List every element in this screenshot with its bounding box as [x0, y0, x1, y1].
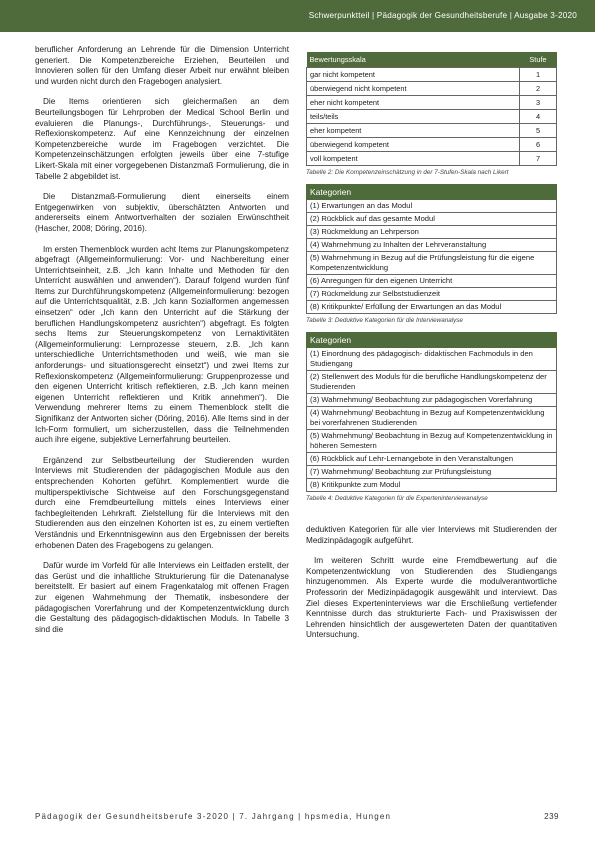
- table-row: [307, 124, 557, 138]
- paragraph: Im ersten Themenblock wurden acht Items zur Planungskompetenz abgefragt (Allgemeinformulierung: Vor- und Nachbereitung einer Unterrichtseinheit, z.B. „Ich kann Inhalte und Methoden für den Unterricht auswählen und anwenden“). Darauf folgend wurden fünf Items zur Durchführungskompetenz (Allgemeinformulierung: bezogen auf die Unterrichtsqualität, z.B. „Ich kann Sozialformen angemessen einsetzen“ oder „Ich kann den Unterricht auf die Stärkung der beruflichen Handlungskompetenz ausrichten“) abgefragt. Es folgten sechs Items zur Steuerungskompetenz von Lernaktivitäten (Allgemeinformulierung: Lernprozesse steuern, z.B. „Ich kann unterschiedliche Unterrichtsmethoden und weiß, wie man sie anforderungs- und situationsgerecht einsetzt“) und zwei Items zur Reflexionskompetenz (Allgemeinformulierung: Gruppenprozesse und den eigenen Unterricht kritisch reflektieren, z.B. „Ich kann meinen eigenen Unterricht reflektieren und Kritik annehmen“). Die Verwendung mehrerer Items zu einem Themenblock stellt die Signifikanz der Antworten sicher (Döring, 2016). Alle Items sind in der Ich-Form formuliert, um sicherzustellen, dass die Teilnehmenden auch ihre eigene, subjektive Lernerfahrung beurteilen.: [35, 244, 289, 445]
- categories-table: [306, 184, 557, 314]
- list-item: (6) Rückblick auf Lehr-Lernangebote in den Veranstaltungen: [306, 453, 557, 466]
- list-item: (1) Einordnung des pädagogisch- didaktischen Fachmoduls in den Studiengang: [306, 348, 557, 371]
- scale-value: 2: [520, 82, 557, 96]
- scale-label: eher kompetent: [307, 124, 520, 138]
- table-row: [307, 138, 557, 152]
- scale-value: 5: [520, 124, 557, 138]
- paragraph: Die Distanzmaß-Formulierung dient einerseits einem Entgegenwirken von subjektiv, überschätzten Antworten und andererseits einem Antwortverhalten der sozialen Erwünschtheit (Hascher, 2008; Döring, 2016).: [35, 192, 289, 233]
- running-title: Schwerpunktteil | Pädagogik der Gesundheitsberufe | Ausgabe 3-2020: [308, 11, 577, 20]
- paragraph: Ergänzend zur Selbstbeurteilung der Studierenden wurden Interviews mit Studierenden der pädagogischen Module aus den entsprechenden Kohorten geführt. Komplementiert wurde die multiperspektivische Sichtweise auf den Forschungsgegenstand durch eine Fremdbeurteilung mittels eines Interviews einer fachbegleitenden Lehrkraft. Zielstellung für die Interviews mit den Studierenden aus den einzelnen Kohorten ist es, zu einem vertieften Verständnis und Erkenntnisgewinn aus den Ergebnissen der bereits erhobenen Daten des Fragebogens zu gelangen.: [35, 455, 289, 550]
- categories-header: Kategorien: [306, 332, 557, 348]
- categories-header: Kategorien: [306, 184, 557, 200]
- scale-header-label: Bewertungsskala: [307, 52, 520, 68]
- list-item: (4) Wahrnehmung/ Beobachtung in Bezug auf Kompetenzentwicklung bei vorerfahrenen Studierenden: [306, 407, 557, 430]
- table-caption: Tabelle 3: Deduktive Kategorien für die Interviewanalyse: [306, 317, 463, 324]
- scale-table-header: [307, 52, 557, 68]
- table-caption: Tabelle 4: Deduktive Kategorien für die Experteninterviewanalyse: [306, 495, 488, 502]
- scale-label: teils/teils: [307, 110, 520, 124]
- table-row: [307, 68, 557, 82]
- list-item: (3) Rückmeldung an Lehrperson: [306, 226, 557, 239]
- page-footer: [35, 812, 559, 821]
- table-row: [307, 96, 557, 110]
- list-item: (8) Kritikpunkte/ Erfüllung der Erwartungen an das Modul: [306, 301, 557, 314]
- scale-header-stufe: Stufe: [520, 52, 557, 68]
- paragraph: Dafür wurde im Vorfeld für alle Interviews ein Leitfaden erstellt, der das Gerüst und die inhaltliche Strukturierung für die Datenanalyse bereitstellt. Er basiert auf einem Fragenkatalog mit offenen Fragen zur eigenen Wahrnehmung der Thematik, insbesondere der pädagogischen Vorerfahrung und der Kompetenzentwicklung durch die Gestaltung des pädagogisch-didaktischen Moduls. In Tabelle 3 sind die: [35, 561, 289, 634]
- list-item: (5) Wahrnehmung in Bezug auf die Prüfungsleistung für die eigene Kompetenzentwicklung: [306, 252, 557, 275]
- scale-label: überwiegend kompetent: [307, 138, 520, 152]
- scale-label: überwiegend nicht kompetent: [307, 82, 520, 96]
- table-caption: Tabelle 2: Die Kompetenzeinschätzung in der 7-Stufen-Skala nach Likert: [306, 169, 509, 176]
- header-bar: [0, 0, 595, 32]
- list-item: (8) Kritikpunkte zum Modul: [306, 479, 557, 492]
- left-column: [35, 45, 289, 645]
- scale-value: 7: [520, 152, 557, 166]
- scale-value: 1: [520, 68, 557, 82]
- paragraph: deduktiven Kategorien für alle vier Interviews mit Studierenden der Medizinpädagogik aufgeführt.: [306, 525, 557, 545]
- list-item: (3) Wahrnehmung/ Beobachtung zur pädagogischen Vorerfahrung: [306, 394, 557, 407]
- scale-label: voll kompetent: [307, 152, 520, 166]
- list-item: (5) Wahrnehmung/ Beobachtung in Bezug auf Kompetenzentwicklung in höheren Semestern: [306, 430, 557, 453]
- list-item: (7) Rückmeldung zur Selbststudienzeit: [306, 288, 557, 301]
- right-body-text: [306, 525, 557, 641]
- scale-value: 6: [520, 138, 557, 152]
- page-number: 239: [544, 812, 559, 821]
- expert-categories-table: [306, 332, 557, 492]
- table-row: [307, 152, 557, 166]
- paragraph: Die Items orientieren sich gleichermaßen an dem Beurteilungsbogen für Lehrproben der Medical School Berlin und evaluieren die Planungs-, Durchführungs-, Steuerungs- und Reflexionskompetenz. Auf eine Kennzeichnung der einzelnen Kompetenzbereiche wurde im Fragebogen verzichtet. Die Kompetenzeinschätzungen erfolgten jeweils über eine 7-stufige Likert-Skala mit einer vorgegebenen Distanzmaß Formulierung, die in Tabelle 2 abgebildet ist.: [35, 97, 289, 181]
- scale-label: eher nicht kompetent: [307, 96, 520, 110]
- table-row: [307, 110, 557, 124]
- scale-value: 3: [520, 96, 557, 110]
- scale-value: 4: [520, 110, 557, 124]
- footer-text: Pädagogik der Gesundheitsberufe 3-2020 | 7. Jahrgang | hpsmedia, Hungen: [35, 812, 392, 821]
- paragraph: Im weiteren Schritt wurde eine Fremdbewertung auf die Kompetenzentwicklung von Studierenden des Studiengangs hinzugenommen. Als Experte wurde die modulverantwortliche Professorin der Medizinpädagogik ausgewählt und interviewt. Das Ziel dieses Experteninterviews war die Erschließung vertiefender Kenntnisse durch das strukturierte Fach- und Praxiswissen der Lehrenden hinsichtlich der ausgewerteten Daten der quantitativen Untersuchung.: [306, 556, 557, 640]
- scale-label: gar nicht kompetent: [307, 68, 520, 82]
- list-item: (4) Wahrnehmung zu Inhalten der Lehrveranstaltung: [306, 239, 557, 252]
- scale-table: [306, 52, 557, 166]
- list-item: (2) Stellenwert des Moduls für die berufliche Handlungskompetenz der Studierenden: [306, 371, 557, 394]
- list-item: (6) Anregungen für den eigenen Unterricht: [306, 275, 557, 288]
- right-column: [306, 52, 557, 651]
- list-item: (2) Rückblick auf das gesamte Modul: [306, 213, 557, 226]
- paragraph: beruflicher Anforderung an Lehrende für die Dimension Unterricht generiert. Die Kompetenzbereiche Erziehen, Beurteilen und Innovieren sollen für den Umfang dieser Arbeit nur erwähnt bleiben und wurden nicht durch den Fragebogen analysiert.: [35, 45, 289, 86]
- table-row: [307, 82, 557, 96]
- list-item: (7) Wahrnehmung/ Beobachtung zur Prüfungsleistung: [306, 466, 557, 479]
- list-item: (1) Erwartungen an das Modul: [306, 200, 557, 213]
